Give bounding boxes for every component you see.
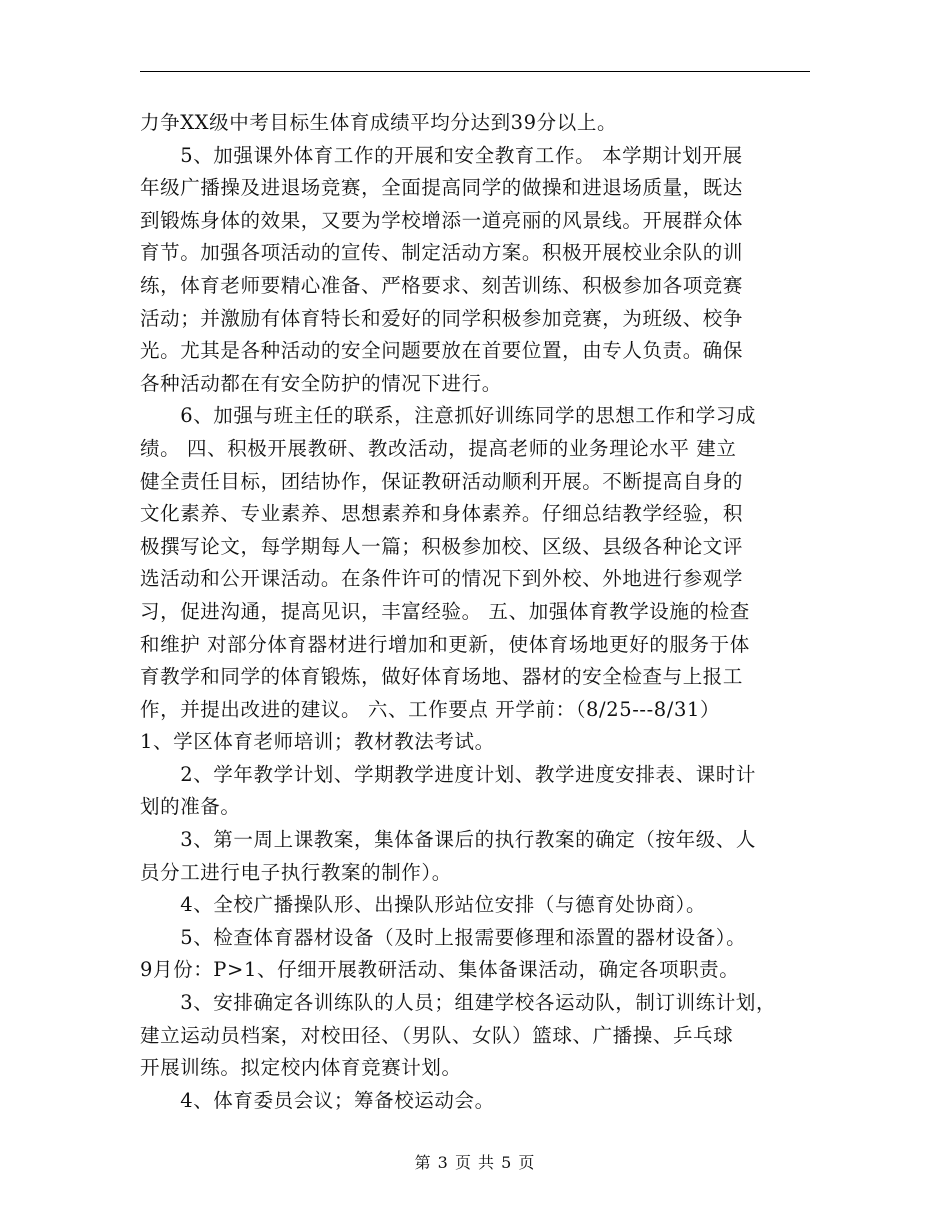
header-rule <box>140 71 810 72</box>
text-line: 划的准备。 <box>140 795 241 819</box>
text-line: 绩。 四、积极开展教研、教改活动，提高老师的业务理论水平 建立 <box>140 436 737 460</box>
text-line: 育节。加强各项活动的宣传、制定活动方案。积极开展校业余队的训 <box>140 241 744 265</box>
text-line: 各种活动都在有安全防护的情况下进行。 <box>140 371 502 395</box>
text-line: 习，促进沟通，提高见识，丰富经验。 五、加强体育教学设施的检查 <box>140 599 750 623</box>
text-line: 选活动和公开课活动。在条件许可的情况下到外校、外地进行参观学 <box>140 567 744 591</box>
text-line: 2、学年教学计划、学期教学进度计划、教学进度安排表、课时计 <box>140 762 757 786</box>
text-line: 极撰写论文，每学期每人一篇；积极参加校、区级、县级各种论文评 <box>140 534 744 558</box>
text-line: 3、安排确定各训练队的人员；组建学校各运动队，制订训练计划， <box>140 991 777 1015</box>
text-line: 健全责任目标，团结协作，保证教研活动顺利开展。不断提高自身的 <box>140 469 744 493</box>
text-line: 9月份：P>1、仔细开展教研活动、集体备课活动，确定各项职责。 <box>140 958 740 982</box>
text-line: 开展训练。拟定校内体育竞赛计划。 <box>140 1056 462 1080</box>
text-line: 和维护 对部分体育器材进行增加和更新，使体育场地更好的服务于体 <box>140 632 750 656</box>
text-line: 员分工进行电子执行教案的制作）。 <box>140 860 452 884</box>
text-line: 1、学区体育老师培训；教材教法考试。 <box>140 730 495 754</box>
text-line: 作，并提出改进的建议。 六、工作要点 开学前：（8/25---8/31） <box>140 697 721 721</box>
text-line: 3、第一周上课教案，集体备课后的执行教案的确定（按年级、人 <box>140 828 757 852</box>
body-text <box>140 107 820 1117</box>
text-line: 4、体育委员会议；筹备校运动会。 <box>140 1088 495 1112</box>
text-line: 到锻炼身体的效果，又要为学校增添一道亮丽的风景线。开展群众体 <box>140 208 744 232</box>
text-line: 5、检查体育器材设备（及时上报需要修理和添置的器材设备）。 <box>140 925 747 949</box>
text-line: 文化素养、专业素养、思想素养和身体素养。仔细总结教学经验，积 <box>140 502 744 526</box>
text-line: 5、加强课外体育工作的开展和安全教育工作。 本学期计划开展 <box>140 143 743 167</box>
text-line: 活动；并激励有体育特长和爱好的同学积极参加竞赛，为班级、校争 <box>140 306 744 330</box>
text-line: 光。尤其是各种活动的安全问题要放在首要位置，由专人负责。确保 <box>140 339 744 363</box>
text-line: 力争XX级中考目标生体育成绩平均分达到39分以上。 <box>140 111 618 134</box>
text-line: 6、加强与班主任的联系，注意抓好训练同学的思想工作和学习成 <box>140 404 757 428</box>
text-line: 练，体育老师要精心准备、严格要求、刻苦训练、积极参加各项竞赛 <box>140 273 744 297</box>
page-footer: 第 3 页 共 5 页 <box>414 1153 536 1172</box>
text-line: 育教学和同学的体育锻炼，做好体育场地、器材的安全检查与上报工 <box>140 665 744 689</box>
text-line: 年级广播操及进退场竞赛，全面提高同学的做操和进退场质量，既达 <box>140 176 744 200</box>
text-line: 4、全校广播操队形、出操队形站位安排（与德育处协商）。 <box>140 893 707 917</box>
text-line: 建立运动员档案，对校田径、（男队、女队）篮球、广播操、乒乓球 <box>140 1023 734 1047</box>
